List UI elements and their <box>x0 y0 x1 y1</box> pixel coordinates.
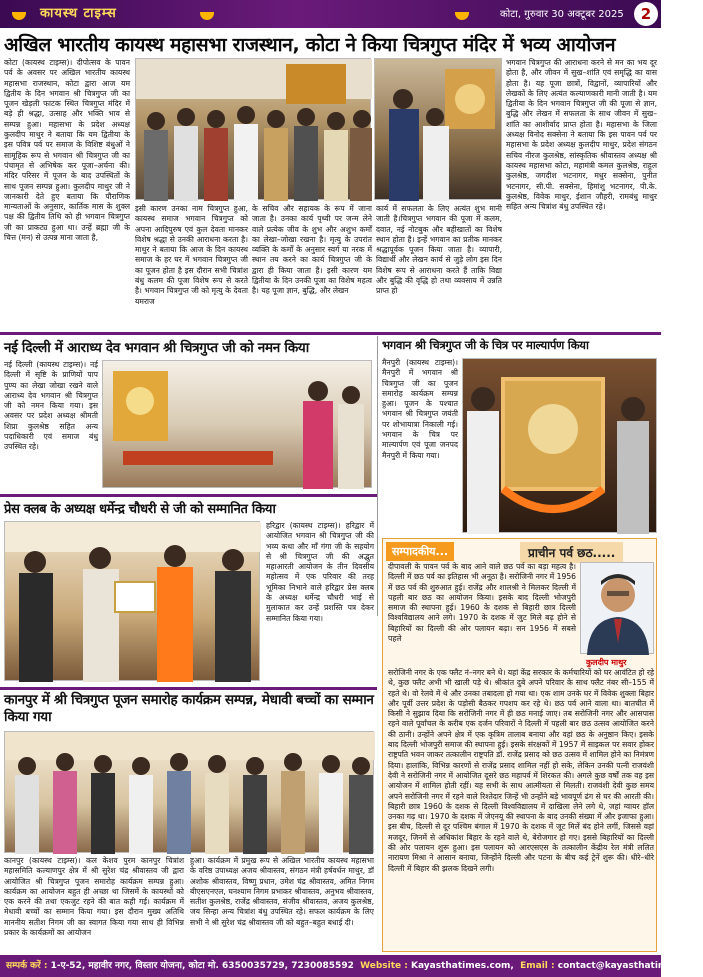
website-link[interactable]: Kayasthatimes.com, <box>411 961 514 971</box>
story3-photo <box>462 358 657 533</box>
story1-col3: के सचिव और सहायक के रूप में जाना जाता है। उनका कार्य पृथ्वी पर जन्म लेने वाले प्रत्येक जीव के शुभ और अशुभ कर्मों का लेखा–जोखा रखना है। मृत्यु के उपरांत व्यक्ति के कर्मों के अनुसार स्वर्ग या नरक में स्थान तय करने का कार्य चित्रगुप्त जी के द्वारा ही किया जाता है। इसी कारण यम द्वितीया के दिन उनकी पूजा का विशेष महत्व है। यह पूजा ज्ञान, बुद्धि, और लेखन <box>252 204 372 296</box>
website-label: Website : <box>360 961 408 971</box>
story5-col1: कानपुर (कायस्थ टाइम्स)। कल केशव पुरम कानपुर चित्रांश महासमिति कल्याणपुर क्षेत्र में श्री सुरेश चंद्र श्रीवास्तव जी द्वारा आयोजित श्री चित्रगुप्त पूजन समारोह कार्यक्रम सम्पन्न हुआ। कार्यक्रम का आयोजन बहुत ही अच्छा था जिसमें के कायस्थों को एक करने की तथा एकजुट रहने की बात कही गई। कार्यक्रम में मेधावी बच्चों का सम्मान किया गया। इस दौरान मुख्य अतिथि माननीय सतीश निगम जी का स्वागत किया गया साथ ही विभिन्न प्रकार के कार्यक्रमों का आयोजन <box>4 856 184 938</box>
date-line: कोटा, गुरुवार 30 अक्टूबर 2025 <box>500 9 624 20</box>
diya-icon <box>12 12 26 20</box>
story5-col2: हुआ। कार्यक्रम में प्रमुख रूप से अखिल भारतीय कायस्थ महासभा के वरिष्ठ उपाध्यक्ष अजय श्रीवास्तव, संगठन मंत्री हर्षवर्धन माथुर, डॉ अशोक श्रीवास्तव, विष्णु प्रधान, उमेश चंद्र श्रीवास्तव, अमित निगम बीएसएनएल, घनश्याम निगम प्रभाकर श्रीवास्तव, अनुभव श्रीवास्तव, सतीश कुलश्रेष्ठ, राजेंद्र श्रीवास्तव, संजीव श्रीवास्तव, अजय कुलश्रेष्ठ, जय सिन्हा अन्य चित्रांश बंधु उपस्थित रहे। सफल कार्यक्रम के लिए सभी ने श्री सुरेश चंद्र श्रीवास्तव जी को बहुत–बहुत बधाई दी। <box>190 856 374 927</box>
page-number: 2 <box>634 2 658 26</box>
story1-col1: कोटा (कायस्थ टाइम्स)। दीपोत्सव के पावन पर्व के अवसर पर अखिल भारतीय कायस्थ महासभा राजस्थान, कोटा द्वारा आज यम द्वितीय के दिन भगवान श्री चित्रगुप्त जी का पूजन खेड़ली फाटक स्थित चित्रगुप्त मंदिर में बड़े ही श्रद्धा, उत्साह और भक्ति भाव से सम्पन्न हुआ। महासभा के प्रदेश अध्यक्ष कुलदीप माथुर ने बताया कि यम द्वितीया के इस पवित्र पर्व पर समाज के विशिष्ट बंधुओं ने सामूहिक रूप से भगवान श्री चित्रगुप्त जी का पंचामृत से अभिषेक कर पूजा–अर्चना की। मंदिर परिसर में पूजन के बाद उपस्थितों के साथ पूजन सम्पन्न हुआ। कुलदीप माथुर जी ने जानकारी देते हुए बताया कि पौराणिक मान्यताओं के अनुसार, कार्तिक मास के शुक्ल पक्ष की द्वितीय तिथि को ही भगवान चित्रगुप्त जी का प्राकट्य हुआ था। उन्हें ब्रह्मा जी के चित्त (मन) से उत्पन्न माना जाता है, <box>4 58 130 243</box>
footer-bar <box>0 955 703 977</box>
editorial-body-top: दीपावली के पावन पर्व के बाद आने वाले छठ पर्व का बड़ा महत्व है। दिल्ली में छठ पर्व का इतिहास भी अनूठा है। सरोजिनी नगर में 1956 में छठ पर्व की शुरुआत हुई। राजेंद्र और शालश्री ने मिलकर दिल्ली में पहली बार छठ का आयोजन किया। इसके बाद दिल्ली भोजपुरी समाज की स्थापना हुई। 1960 के दशक से बिहारी छात्र दिल्ली विश्वविद्यालय आने लगे। 1970 के दशक में जुट मिले बढ़ होने से बिहारियों का दिल्ली की ओर पलायन बढ़ा। सन 1956 में सबसे पहले <box>388 562 576 644</box>
section-divider <box>0 332 661 335</box>
diya-icon <box>200 12 214 20</box>
column-divider <box>377 336 378 616</box>
email-label: Email : <box>520 961 555 971</box>
story4-body: हरिद्वार (कायस्थ टाइम्स)। हरिद्वार में आयोजित भगवान श्री चित्रगुप्त जी की भव्य कथा और माँ गंगा जी के सहयोग से श्री चित्रगुप्त जी की अद्भुत महाआरती आयोजन के तीन दिवसीय महोत्सव में एक परिवार की तरह भूमिका निभाने वाले हरिद्वार प्रेस क्लब के अध्यक्ष धर्मेन्द्र चौधरी भाई से मुलाकात कर उन्हें प्रशस्ति पत्र देकर सम्मानित किया गया। <box>266 521 374 623</box>
story4-headline: प्रेस क्लब के अध्यक्ष धर्मेन्द्र चौधरी से जी को सम्मानित किया <box>4 502 276 517</box>
temple-photo <box>103 361 373 489</box>
paper-name: कायस्थ टाइम्स <box>40 6 117 21</box>
story1-col2: इसी कारण उनका नाम चित्रगुप्त हुआ, कायस्थ समाज भगवान चित्रगुप्त को अपना आदिपुरुष एवं कुल देवता मानकर विशेष श्रद्धा से उनकी आराधना करता है। माथुर ने बताया कि आज के दिन कायस्थ समाज के हर घर में भगवान चित्रगुप्त जी का पूजन होता है इस दौरान सभी चित्रांश बंधु कलम की पूजा विशेष रूप से करते है। भगवान चित्रगुप्त जी को मृत्यु के देवता यमराज <box>135 204 248 306</box>
story4-photo <box>4 521 260 681</box>
email-link[interactable]: contact@kayasthatimes.com <box>557 961 703 971</box>
editorial-tag: सम्पादकीय... <box>386 542 454 561</box>
author-portrait <box>581 563 655 655</box>
editorial-title: प्राचीन पर्व छठ..... <box>520 542 623 563</box>
section-divider <box>0 494 377 497</box>
story3-headline: भगवान श्री चित्रगुप्त जी के चित्र पर माल्यार्पण किया <box>382 338 589 352</box>
garland-photo <box>463 359 658 534</box>
kanpur-group-photo <box>5 732 375 854</box>
editorial-body-bottom: सरोजिनी नगर के एक फ्लैट नं–नगर बने थे। यहां केंद्र सरकार के कर्मचारियों को घर आवंटित हो रहे थे, कुछ फ्लैट अभी भी खाली पड़े थे। श्रीकांत दुबे अपने परिवार के साथ फ्लैट नंबर सी–155 में रहते थे। वो रेलवे में थे और उनका तबादला हो गया था। एक शाम उनके घर में विवेक शुक्ला बिहार और पूर्वी उत्तर प्रदेश के पड़ोसी बैठकर गपशप कर रहे थे। छठ पर्व आने वाला था। बातचीत में किसी ने सुझाव दिया कि सरोजिनी नगर में ही छठ मनाई जाए। तब सरोजिनी नगर और आसपास रहने वाले पूर्वांचल के करीब एक दर्जन परिवारों ने दिल्ली में पहली बार छठ उत्सव आयोजित करने की ठानी। उन्होंने अपने क्षेत्र में एक कृत्रिम तालाब बनाया और वहां छठ के अनुष्ठान किए। इसके बाद दिल्ली भोजपुरी समाज की स्थापना हुई। इसके संरक्षकों में 1957 में साइकल पर सवार होकर राष्ट्रपति भवन जाकर तत्कालीन राष्ट्रपति डॉ. राजेंद्र प्रसाद को छठ उत्सव में शामिल होने का निमंत्रण दिया। हालांकि, विभिन्न कारणों से राजेंद्र प्रसाद शामिल नहीं हो सके, लेकिन उनकी पत्नी राजवंशी देवी ने सरोजिनी नगर में आयोजित दूसरे छठ महापर्व में शिरकत की। अगले कुछ वर्षों तक वह इस आयोजन में शामिल होती रहीं। यह सभी के साथ आत्मीयता से मिलती। राजवंशी देवी कुछ समय अपने सरोजिनी नगर में रहने वाले रिश्तेदार जिन्हें भी उन्होंने बड़े भावपूर्ण ढंग से घर की आरती की। बिहारी छात्र 1960 के दशक से दिल्ली विश्वविद्यालय में दाखिला लेने लगे थे, जहां ग्वायर हॉल उनका गढ़ था। 1970 के दशक में जेएनयू की स्थापना के बाद उनकी संख्या में और इजाफा हुआ। इस बीच, दिल्ली से दूर पश्चिम बंगाल में 1970 के दशक में जूट मिलें बंद होने लगीं, जिससे वहां मजदूर, जिनमें से अधिकांश बिहार के रहने वाले थे, बेरोजगार हो गए। इससे बिहारियों का दिल्ली की ओर पलायन शुरू हुआ। इस पलायन को आरएसएस के तत्कालीन केंद्रीय रेल मंत्री ललित नारायण मिश्रा ने आसान बनाया, जिन्होंने दिल्ली और पटना के बीच कई ट्रेनें शुरू की। धीरे–धीरे दिल्ली में बिहार की झलक दिखने लगी। <box>388 668 654 873</box>
contact-label: सम्पर्क करें : <box>6 961 48 971</box>
contact-address: 1-ए-52, महावीर नगर, विस्तार योजना, कोटा मो. 6350035729, 7230085592 <box>50 961 354 971</box>
story1-col4: कार्य में सफलता के लिए अत्यंत शुभ मानी जाती है।चित्रगुप्त भगवान की पूजा में कलम, दवात, नई नोटबुक और बहीखातों का विशेष स्थान होता है। इन्हें भगवान का प्रतीक मानकर श्रद्धापूर्वक पूजन किया जाता है। व्यापारी, विद्यार्थी और लेखन कार्य से जुड़े लोग इस दिन विशेष रूप से आराधना करते हैं ताकि विद्या और बुद्धि की वृद्धि हो तथा व्यवसाय में उन्नति प्राप्त हो <box>376 204 502 296</box>
diya-icon <box>455 12 469 20</box>
story1-photo-left <box>135 58 371 200</box>
author-name: कुलदीप माथुर <box>586 658 627 667</box>
group-photo <box>136 59 372 201</box>
story2-photo <box>102 360 372 488</box>
section-divider <box>0 687 377 690</box>
author-photo <box>580 562 654 654</box>
worship-photo <box>375 59 503 201</box>
story2-headline: नई दिल्ली में आराध्य देव भगवान श्री चित्रगुप्त जी को नमन किया <box>4 340 309 356</box>
story2-body: नई दिल्ली (कायस्थ टाइम्स)। नई दिल्ली में सृष्टि के प्राणियों पाप पुण्य का लेखा जोखा रखने वाले आराध्य देव भगवान श्री चित्रगुप्त जी को नमन किया गया। इस अवसर पर प्रदेश अध्यक्ष श्रीमती शिप्रा कुलश्रेष्ठ सहित अन्य पदाधिकारी एवं समाज बंधु उपस्थित रहे। <box>4 360 98 452</box>
story5-headline: कानपुर में श्री चित्रगुप्त पूजन समारोह कार्यक्रम सम्पन्न, मेधावी बच्चों का सम्मान किया गया <box>4 692 374 725</box>
masthead <box>0 0 661 28</box>
story5-photo <box>4 731 374 853</box>
story1-photo-right <box>374 58 502 200</box>
story1-headline: अखिल भारतीय कायस्थ महासभा राजस्थान, कोटा ने किया चित्रगुप्त मंदिर में भव्य आयोजन <box>4 34 616 56</box>
felicitation-photo <box>5 522 261 682</box>
story1-col5: भगवान चित्रगुप्त की आराधना करने से मन का भय दूर होता है, और जीवन में सुख–शांति एवं समृद्धि का वास होता है। यह पूजा छात्रों, विद्वानों, व्यापारियों और लेखकों के लिए अत्यंत कल्याणकारी मानी जाती है। यम द्वितीया के दिन भगवान चित्रगुप्त जी की पूजा से ज्ञान, बुद्धि और लेखन में सफलता के साथ जीवन में सुख–शांति का आशीर्वाद प्राप्त होता है। महासभा के जिला अध्यक्ष विनोद सक्सेना ने बताया कि इस पावन पर्व पर महासभा के प्रदेश अध्यक्ष कुलदीप माथुर, प्रदेश संगठन सचिव नीरज कुलश्रेष्ठ, सांस्कृतिक श्रीवास्तव अध्यक्ष श्री कायस्थ महासभा कोटा, महामंत्री कमल कुलश्रेष्ठ, राहुल कुलश्रेष्ठ, जगदीश भटनागर, मधुर सक्सेना, पुनीत भटनागर, सी.पी. सक्सेना, हिमांशु भटनागर, पी.के. कुलश्रेष्ठ, विवेक माथुर, ईशान जौहरी, रामबंधु माथुर सहित अन्य चित्रांश बंधु उपस्थित रहे। <box>506 58 657 212</box>
story3-body: मैनपुरी (कायस्थ टाइम्स)। मैनपुरी में भगवान श्री चित्रगुप्त जी का पूजन समारोह कार्यक्रम सम्पन्न हुआ। पूजन के पश्चात भगवान श्री चित्रगुप्त जयंती पर शोभायात्रा निकाली गई। भगवान के चित्र पर माल्यार्पण एवं पूजा जनपद मैनपुरी में किया गया। <box>382 358 458 460</box>
